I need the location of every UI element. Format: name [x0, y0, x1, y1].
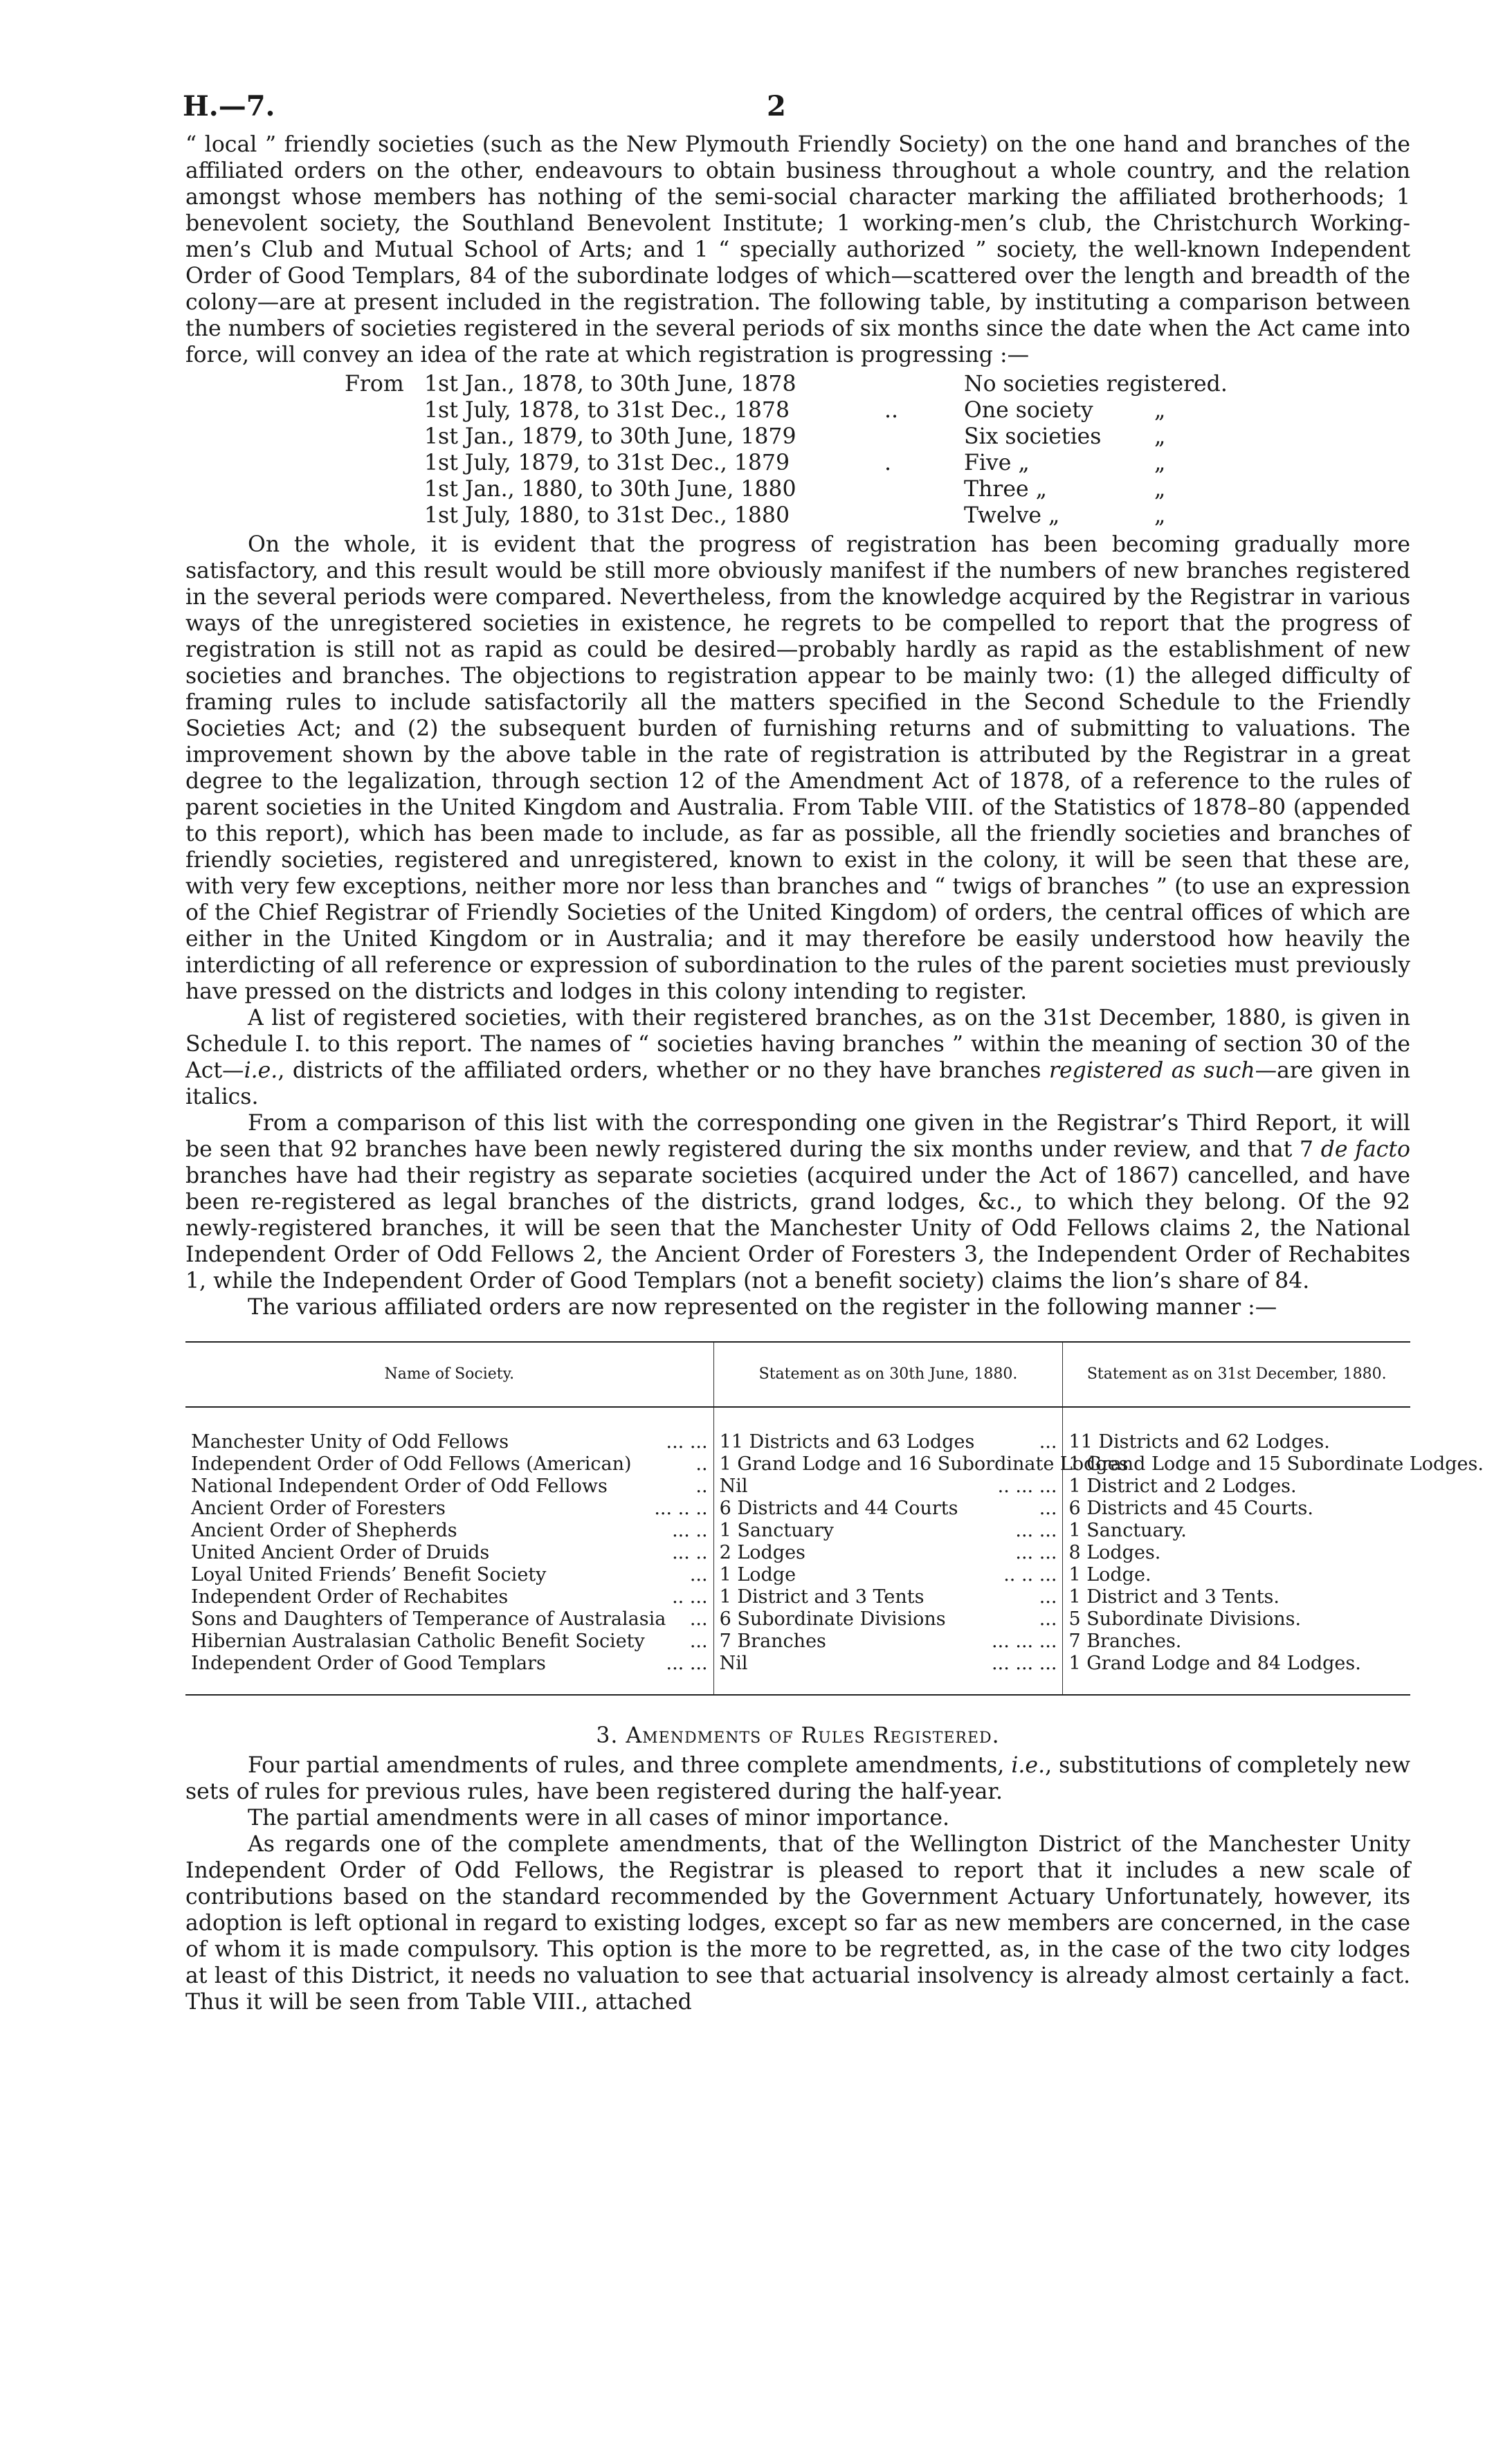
cell-december-statement [1063, 1520, 1410, 1542]
cell-society-name-text: National Independent Order of Odd Fellows [191, 1475, 608, 1497]
cell-december-statement [1063, 1498, 1410, 1520]
table-row [185, 1586, 1410, 1608]
leader-dots: ... [1039, 1431, 1057, 1453]
cell-june-statement [713, 1407, 1063, 1453]
cell-june-statement [713, 1475, 1063, 1498]
cell-june-statement-text: 1 Lodge [719, 1564, 796, 1586]
leader-dots: ... ... ... [992, 1631, 1057, 1652]
text-run: , substitutions of completely new sets of rules for previous rules, have been registered during the half-year. [185, 1753, 1410, 1804]
table-row [185, 1407, 1410, 1453]
schedule-dots: . [884, 451, 892, 475]
paragraph-table-intro: The various affiliated orders are now represented on the register in the following manner :— [248, 1295, 1277, 1320]
cell-december-statement [1063, 1608, 1410, 1631]
leader-dots: ... [1039, 1608, 1057, 1630]
schedule-ditto: „ [1154, 451, 1166, 475]
table-row [185, 1453, 1410, 1475]
leader-dots: ... .. .. [654, 1498, 708, 1519]
leader-dots: ... ... ... [992, 1653, 1057, 1674]
leader-dots: ... .. [672, 1520, 708, 1541]
schedule-period: 1st Jan., 1878, to 30th June, 1878 [424, 372, 796, 397]
leader-dots: .. ... [672, 1586, 708, 1608]
text-run: branches have had their registry as separate societies (acquired under the Act of 1867) cancelled, and have been re-registered as legal branches of the districts, grand lodges, &c., to which they belong. Of the 92 newly-registered branches, it will be seen that the Manchester Unity of Odd Fellows claims 2, the National Independent Order of Odd Fellows 2, the Ancient Order of Foresters 3, the Independent Order of Rechabites 1, while the Independent Order of Good Templars (not a benefit society) claims the lion’s share of 84. [185, 1163, 1410, 1293]
cell-june-statement-text: 1 Sanctuary [719, 1520, 834, 1541]
cell-december-statement [1063, 1407, 1410, 1453]
schedule-dots: .. [884, 398, 899, 423]
cell-society-name-text: Hibernian Australasian Catholic Benefit Society [191, 1631, 645, 1652]
page [183, 83, 1484, 2015]
cell-december-statement-text: 8 Lodges. [1068, 1542, 1161, 1563]
cell-society-name [185, 1608, 713, 1631]
text-run: Four partial amendments of rules, and three complete amendments, [248, 1753, 1012, 1778]
page-header [185, 83, 1410, 131]
column-header-june: Statement as on 30th June, 1880. [713, 1342, 1063, 1407]
cell-december-statement [1063, 1542, 1410, 1564]
paragraph-intro: “ local ” friendly societies (such as the New Plymouth Friendly Society) on the one hand and branches of the affiliated orders on the other, endeavours to obtain business throughout a whole country, and the relation amongst whose members has nothing of the semi-social character marking the affiliated brotherhoods; 1 benevolent society, the Southland Benevolent Institute; 1 working-men’s club, the Christchurch Working-men’s Club and Mutual School of Arts; and 1 “ specially authorized ” society, the well-known Independent Order of Good Templars, 84 of the subordinate lodges of which—scattered over the length and breadth of the colony—are at present included in the registration. The following table, by instituting a comparison between the numbers of societies registered in the several periods of six months since the date when the Act came into force, will convey an idea of the rate at which registration is progressing :— [185, 132, 1410, 367]
affiliated-orders-table [185, 1341, 1484, 1696]
cell-society-name-text: Independent Order of Good Templars [191, 1653, 546, 1674]
cell-society-name-text: Loyal United Friends’ Benefit Society [191, 1564, 547, 1586]
table-row [185, 1475, 1410, 1498]
schedule-count: One society [964, 398, 1093, 423]
cell-december-statement-text: 1 District and 3 Tents. [1068, 1586, 1279, 1608]
cell-december-statement-text: 11 Districts and 62 Lodges. [1068, 1431, 1330, 1453]
cell-society-name [185, 1653, 713, 1695]
table-body [185, 1407, 1484, 1695]
cell-society-name [185, 1520, 713, 1542]
page-number: 2 [767, 90, 786, 122]
paragraph-schedule-list [185, 1005, 1410, 1110]
cell-society-name [185, 1631, 713, 1653]
italic-run: registered as such [1048, 1058, 1255, 1083]
table-row [185, 1653, 1410, 1695]
cell-june-statement-text: 7 Branches [719, 1631, 826, 1652]
schedule-period: 1st July, 1879, to 31st Dec., 1879 [424, 451, 790, 475]
cell-december-statement-text: 1 Sanctuary. [1068, 1520, 1187, 1541]
cell-society-name [185, 1586, 713, 1608]
schedule-row [185, 371, 1410, 397]
schedule-row [185, 424, 1410, 450]
schedule-ditto: „ [1154, 477, 1166, 502]
leader-dots: ... ... [666, 1653, 708, 1674]
schedule-period: 1st July, 1880, to 31st Dec., 1880 [424, 503, 790, 528]
leader-dots: .. ... ... [997, 1475, 1057, 1497]
schedule-period: 1st July, 1878, to 31st Dec., 1878 [424, 398, 790, 423]
schedule-ditto: „ [1154, 503, 1166, 528]
table-row [185, 1542, 1410, 1564]
paragraph-partial: The partial amendments were in all cases of minor importance. [248, 1806, 950, 1831]
paragraph-wellington: As regards one of the complete amendments, that of the Wellington District of the Manchester Unity Independent Order of Odd Fellows, the Registrar is pleased to report that it includes a new scale of contributions based on the standard recommended by the Government Actuary Unfortunately, however, its adoption is left optional in regard to existing lodges, except so far as new members are concerned, in the case of whom it is made compulsory. This option is the more to be regretted, as, in the case of the two city lodges at least of this District, it needs no valuation to see that actuarial insolvency is already almost certainly a fact. Thus it will be seen from Table VIII., attached [185, 1832, 1410, 2015]
cell-society-name-text: Ancient Order of Shepherds [191, 1520, 457, 1541]
schedule-period: 1st Jan., 1880, to 30th June, 1880 [424, 477, 796, 502]
schedule-row [185, 476, 1410, 502]
cell-society-name [185, 1498, 713, 1520]
cell-society-name-text: Independent Order of Rechabites [191, 1586, 509, 1608]
cell-society-name-text: Sons and Daughters of Temperance of Australasia [191, 1608, 666, 1630]
cell-june-statement [713, 1520, 1063, 1542]
schedule-ditto: „ [1154, 424, 1166, 449]
cell-june-statement-text: Nil [719, 1653, 748, 1674]
cell-december-statement-text: 1 Grand Lodge and 15 Subordinate Lodges. [1068, 1453, 1484, 1475]
cell-december-statement-text: 1 District and 2 Lodges. [1068, 1475, 1297, 1497]
table-header-row [185, 1342, 1410, 1407]
cell-society-name [185, 1564, 713, 1586]
italic-run: i.e. [1011, 1753, 1046, 1778]
schedule-count: No societies registered. [964, 372, 1228, 397]
cell-december-statement-text: 1 Lodge. [1068, 1564, 1151, 1586]
schedule-count: Three „ [964, 477, 1047, 502]
schedule-row [185, 450, 1410, 476]
schedule-count: Six societies [964, 424, 1102, 449]
cell-society-name-text: Independent Order of Odd Fellows (American) [191, 1453, 632, 1475]
schedule-count: Twelve „ [964, 503, 1060, 528]
column-header-december: Statement as on 31st December, 1880. [1063, 1342, 1410, 1407]
table-row [185, 1631, 1410, 1653]
cell-december-statement [1063, 1586, 1410, 1608]
text-run: A list of registered societies, with their registered branches, as on the 31st December, 1880, is given in Schedule I. to this report. The names of “ societies having branches ” within the meaning of section 30 of the Act— [185, 1006, 1410, 1083]
cell-december-statement-text: 7 Branches. [1068, 1631, 1182, 1652]
schedule-count: Five „ [964, 451, 1030, 475]
column-header-name: Name of Society. [185, 1342, 713, 1407]
cell-june-statement-text: 11 Districts and 63 Lodges [719, 1431, 975, 1453]
section3-text [185, 1752, 1410, 2015]
leader-dots: ... [689, 1564, 708, 1586]
cell-june-statement-text: 6 Districts and 44 Courts [719, 1498, 958, 1519]
leader-dots: ... [1039, 1498, 1057, 1519]
cell-society-name-text: United Ancient Order of Druids [191, 1542, 490, 1563]
leader-dots: ... [1039, 1586, 1057, 1608]
cell-june-statement [713, 1653, 1063, 1695]
leader-dots: ... ... [1015, 1520, 1057, 1541]
cell-june-statement-text: 1 District and 3 Tents [719, 1586, 924, 1608]
cell-june-statement [713, 1542, 1063, 1564]
cell-society-name [185, 1407, 713, 1453]
cell-society-name-text: Ancient Order of Foresters [191, 1498, 446, 1519]
cell-june-statement [713, 1564, 1063, 1586]
cell-society-name [185, 1542, 713, 1564]
paragraph-progress: On the whole, it is evident that the progress of registration has been becoming gradually more satisfactory, and this result would be still more obviously manifest if the numbers of new branches registered in the several periods were compared. Nevertheless, from the knowledge acquired by the Registrar in various ways of the unregistered societies in existence, he regrets to be compelled to report that the progress of registration is still not as rapid as could be desired—probably hardly as rapid as the establishment of new societies and branches. The objections to registration appear to be mainly two: (1) the alleged difficulty of framing rules to include satisfactorily all the matters specified in the Second Schedule to the Friendly Societies Act; and (2) the subsequent burden of furnishing returns and of submitting to valuations. The improvement shown by the above table in the rate of registration is attributed by the Registrar in a great degree to the legalization, through section 12 of the Amendment Act of 1878, of a reference to the rules of parent societies in the United Kingdom and Australia. From Table VIII. of the Statistics of 1878–80 (appended to this report), which has been made to include, as far as possible, all the friendly societies and branches of friendly societies, registered and unregistered, known to exist in the colony, it will be seen that these are, with very few exceptions, neither more nor less than branches and “ twigs of branches ” (to use an expression of the Chief Registrar of Friendly Societies of the United Kingdom) of orders, the central offices of which are either in the United Kingdom or in Australia; and it may therefore be easily understood how heavily the interdicting of all reference or expression of subordination to the rules of the parent societies must previously have pressed on the districts and lodges in this colony intending to register. [185, 532, 1410, 1004]
leader-dots: ... ... [666, 1431, 708, 1453]
cell-society-name [185, 1475, 713, 1498]
cell-june-statement [713, 1586, 1063, 1608]
leader-dots: .. [695, 1453, 708, 1475]
schedule-row [185, 397, 1410, 424]
leader-dots: .. .. ... [1003, 1564, 1057, 1586]
cell-june-statement-text: Nil [719, 1475, 748, 1497]
cell-december-statement [1063, 1475, 1410, 1498]
leader-dots: ... .. [672, 1542, 708, 1563]
schedule-ditto: „ [1154, 398, 1166, 423]
leader-dots: ... [689, 1608, 708, 1630]
cell-june-statement [713, 1631, 1063, 1653]
cell-society-name [185, 1453, 713, 1475]
leader-dots: ... ... [1015, 1542, 1057, 1563]
cell-december-statement-text: 1 Grand Lodge and 84 Lodges. [1068, 1653, 1361, 1674]
cell-december-statement-text: 6 Districts and 45 Courts. [1068, 1498, 1313, 1519]
cell-june-statement-text: 6 Subordinate Divisions [719, 1608, 946, 1630]
cell-december-statement [1063, 1653, 1410, 1695]
leader-dots: .. [695, 1475, 708, 1497]
schedule-row [185, 502, 1410, 529]
italic-run: de facto [1320, 1137, 1410, 1162]
cell-june-statement [713, 1453, 1129, 1475]
cell-december-statement [1063, 1631, 1410, 1653]
cell-december-statement-text: 5 Subordinate Divisions. [1068, 1608, 1302, 1630]
cell-december-statement [1063, 1453, 1484, 1475]
text-run: , districts of the affiliated orders, whether or no they have branches [277, 1058, 1049, 1083]
table-row [185, 1498, 1410, 1520]
section-heading [185, 1723, 1410, 1748]
cell-june-statement [713, 1608, 1063, 1631]
cell-june-statement [713, 1498, 1063, 1520]
text-run: From a comparison of this list with the corresponding one given in the Registrar’s Third Report, it will be seen that 92 branches have been newly registered during the six months under review, and that 7 [185, 1111, 1410, 1162]
registration-schedule [185, 371, 1410, 529]
paragraph-amendments [185, 1752, 1410, 1805]
leader-dots: ... [689, 1631, 708, 1652]
body-text-middle [185, 532, 1410, 1320]
schedule-period: 1st Jan., 1879, to 30th June, 1879 [424, 424, 796, 449]
cell-june-statement-text: 2 Lodges [719, 1542, 805, 1563]
table-row [185, 1608, 1410, 1631]
body-text [185, 131, 1410, 368]
table-row [185, 1520, 1410, 1542]
schedule-prefix: From [345, 372, 404, 397]
table-row [185, 1564, 1410, 1586]
section-heading-text: 3. Amendments of Rules Registered. [596, 1723, 1000, 1748]
cell-june-statement-text: 1 Grand Lodge and 16 Subordinate Lodges [719, 1453, 1129, 1475]
text-run: —are given in italics. [185, 1058, 1410, 1109]
cell-society-name-text: Manchester Unity of Odd Fellows [191, 1431, 509, 1453]
cell-december-statement [1063, 1564, 1410, 1586]
paragraph-comparison [185, 1110, 1410, 1294]
italic-run: i.e. [244, 1058, 278, 1083]
document-code: H.—7. [183, 90, 275, 122]
